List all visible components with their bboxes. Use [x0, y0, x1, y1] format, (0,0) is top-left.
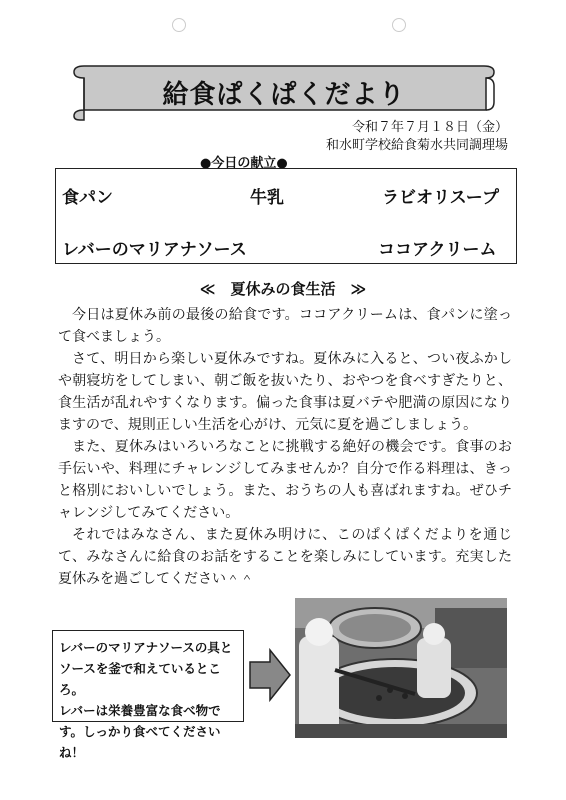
- menu-heading: ●今日の献立●: [200, 156, 288, 171]
- caption-line: す。しっかり食べてくださいね！: [59, 724, 221, 760]
- menu-item-cocoa-cream: ココアクリーム: [378, 240, 497, 260]
- arrow-right-icon: [248, 648, 292, 702]
- cooking-photo-illustration: [295, 598, 507, 738]
- issue-date: 令和７年７月１８日（金）: [351, 120, 508, 135]
- paragraph-3: また、夏休みはいろいろなことに挑戦する絶好の機会です。食事のお手伝いや、料理にチャレンジしてみませんか？自分で作る料理は、きっと格別においしいでしょう。また、おうちの人も喜ばれますね。ぜひチャレンジしてみてください。: [58, 439, 512, 521]
- title-banner: [70, 58, 498, 124]
- kitchen-photo: [295, 598, 507, 738]
- punch-hole-right: [392, 18, 406, 32]
- newsletter-title: 給食ぱくぱくだより: [162, 80, 406, 110]
- article-heading: ≪ 夏休みの食生活 ≫: [199, 280, 367, 298]
- menu-item-liver-marinara: レバーのマリアナソース: [62, 240, 247, 260]
- caption-line: レバーは栄養豊富な食べ物で: [59, 703, 221, 718]
- photo-caption: [52, 630, 244, 760]
- caption-line: レバーのマリアナソースの具と: [59, 640, 233, 655]
- punch-hole-left: [172, 18, 186, 32]
- menu-item-bread: 食パン: [62, 188, 113, 208]
- article-body: [58, 304, 512, 590]
- menu-box: [55, 168, 517, 264]
- paragraph-1: 今日は夏休み前の最後の給食です。ココアクリームは、食パンに塗って食べましょう。: [58, 307, 512, 345]
- menu-item-ravioli-soup: ラビオリスープ: [382, 188, 499, 208]
- paragraph-2: さて、明日から楽しい夏休みですね。夏休みに入ると、つい夜ふかしや朝寝坊をしてしまい、朝ご飯を抜いたり、おやつを食べすぎたりと、食生活が乱れやすくなります。偏った食事は夏バテや肥満の原因になりますので、規則正しい生活を心がけ、元気に夏を過ごしましょう。: [58, 351, 512, 433]
- kitchen-name: 和水町学校給食菊水共同調理場: [325, 138, 508, 153]
- caption-line: ソースを釜で和えているところ。: [59, 661, 221, 697]
- paragraph-4: それではみなさん、また夏休み明けに、このぱくぱくだよりを通じて、みなさんに給食のお話をすることを楽しみにしています。充実した夏休みを過ごしてください＾＾: [58, 527, 512, 587]
- menu-item-milk: 牛乳: [250, 188, 284, 208]
